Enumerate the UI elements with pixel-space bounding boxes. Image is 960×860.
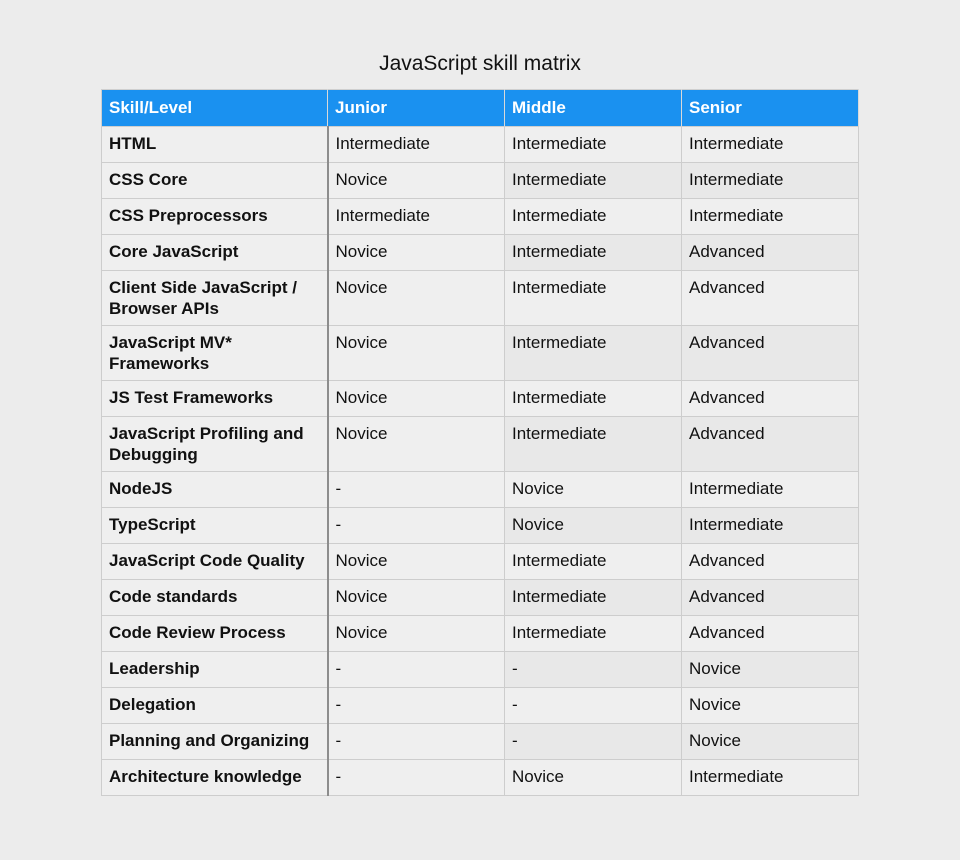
skill-name-cell: Client Side JavaScript / Browser APIs bbox=[102, 271, 328, 326]
level-cell-middle: Intermediate bbox=[505, 199, 682, 235]
level-cell-junior: - bbox=[328, 760, 505, 796]
level-cell-middle: Novice bbox=[505, 472, 682, 508]
level-cell-middle: Intermediate bbox=[505, 381, 682, 417]
level-cell-senior: Advanced bbox=[682, 271, 859, 326]
level-cell-junior: Novice bbox=[328, 544, 505, 580]
table-row bbox=[102, 326, 859, 381]
table-row bbox=[102, 271, 859, 326]
skill-matrix-table bbox=[101, 89, 859, 796]
level-cell-junior: Novice bbox=[328, 163, 505, 199]
level-cell-middle: Intermediate bbox=[505, 417, 682, 472]
level-cell-senior: Advanced bbox=[682, 544, 859, 580]
level-cell-middle: - bbox=[505, 652, 682, 688]
skill-name-cell: JS Test Frameworks bbox=[102, 381, 328, 417]
page-title: JavaScript skill matrix bbox=[379, 52, 581, 75]
level-cell-junior: Novice bbox=[328, 381, 505, 417]
table-row bbox=[102, 235, 859, 271]
table-row bbox=[102, 417, 859, 472]
skill-name-cell: Delegation bbox=[102, 688, 328, 724]
level-cell-senior: Intermediate bbox=[682, 163, 859, 199]
level-cell-middle: Intermediate bbox=[505, 544, 682, 580]
table-row bbox=[102, 199, 859, 235]
level-cell-junior: Novice bbox=[328, 616, 505, 652]
level-cell-middle: Intermediate bbox=[505, 163, 682, 199]
skill-name-cell: CSS Core bbox=[102, 163, 328, 199]
level-cell-junior: Novice bbox=[328, 235, 505, 271]
level-cell-senior: Advanced bbox=[682, 417, 859, 472]
table-row bbox=[102, 616, 859, 652]
skill-name-cell: JavaScript Profiling and Debugging bbox=[102, 417, 328, 472]
skill-name-cell: TypeScript bbox=[102, 508, 328, 544]
skill-name-cell: Code Review Process bbox=[102, 616, 328, 652]
level-cell-senior: Novice bbox=[682, 724, 859, 760]
skill-name-cell: HTML bbox=[102, 127, 328, 163]
table-row bbox=[102, 724, 859, 760]
level-cell-middle: Intermediate bbox=[505, 235, 682, 271]
column-header-middle: Middle bbox=[505, 90, 682, 127]
skill-name-cell: Architecture knowledge bbox=[102, 760, 328, 796]
table-row bbox=[102, 163, 859, 199]
level-cell-junior: Novice bbox=[328, 326, 505, 381]
level-cell-junior: Intermediate bbox=[328, 199, 505, 235]
level-cell-senior: Novice bbox=[682, 652, 859, 688]
level-cell-senior: Novice bbox=[682, 688, 859, 724]
level-cell-junior: Novice bbox=[328, 580, 505, 616]
table-row bbox=[102, 652, 859, 688]
table-row bbox=[102, 544, 859, 580]
level-cell-middle: Intermediate bbox=[505, 127, 682, 163]
level-cell-middle: Intermediate bbox=[505, 580, 682, 616]
level-cell-senior: Intermediate bbox=[682, 508, 859, 544]
level-cell-junior: - bbox=[328, 688, 505, 724]
level-cell-junior: Intermediate bbox=[328, 127, 505, 163]
level-cell-senior: Intermediate bbox=[682, 472, 859, 508]
skill-name-cell: Planning and Organizing bbox=[102, 724, 328, 760]
column-header-skill-level: Skill/Level bbox=[102, 90, 328, 127]
column-header-senior: Senior bbox=[682, 90, 859, 127]
level-cell-senior: Advanced bbox=[682, 616, 859, 652]
table-row bbox=[102, 472, 859, 508]
table-row bbox=[102, 760, 859, 796]
level-cell-senior: Intermediate bbox=[682, 127, 859, 163]
skill-name-cell: JavaScript MV* Frameworks bbox=[102, 326, 328, 381]
skill-name-cell: NodeJS bbox=[102, 472, 328, 508]
table-row bbox=[102, 580, 859, 616]
level-cell-junior: - bbox=[328, 652, 505, 688]
level-cell-middle: Novice bbox=[505, 760, 682, 796]
table-row bbox=[102, 508, 859, 544]
level-cell-junior: - bbox=[328, 724, 505, 760]
table-row bbox=[102, 688, 859, 724]
table-header-row bbox=[102, 90, 859, 127]
level-cell-middle: Intermediate bbox=[505, 271, 682, 326]
level-cell-senior: Intermediate bbox=[682, 760, 859, 796]
level-cell-junior: Novice bbox=[328, 417, 505, 472]
skill-name-cell: Core JavaScript bbox=[102, 235, 328, 271]
table-row bbox=[102, 381, 859, 417]
skill-name-cell: JavaScript Code Quality bbox=[102, 544, 328, 580]
level-cell-senior: Intermediate bbox=[682, 199, 859, 235]
level-cell-middle: Novice bbox=[505, 508, 682, 544]
level-cell-senior: Advanced bbox=[682, 381, 859, 417]
skill-name-cell: CSS Preprocessors bbox=[102, 199, 328, 235]
skill-name-cell: Code standards bbox=[102, 580, 328, 616]
level-cell-junior: Novice bbox=[328, 271, 505, 326]
level-cell-middle: - bbox=[505, 688, 682, 724]
column-header-junior: Junior bbox=[328, 90, 505, 127]
table-row bbox=[102, 127, 859, 163]
level-cell-junior: - bbox=[328, 508, 505, 544]
level-cell-middle: - bbox=[505, 724, 682, 760]
level-cell-senior: Advanced bbox=[682, 580, 859, 616]
table-body bbox=[102, 127, 859, 796]
level-cell-senior: Advanced bbox=[682, 235, 859, 271]
level-cell-junior: - bbox=[328, 472, 505, 508]
level-cell-middle: Intermediate bbox=[505, 616, 682, 652]
level-cell-middle: Intermediate bbox=[505, 326, 682, 381]
skill-name-cell: Leadership bbox=[102, 652, 328, 688]
level-cell-senior: Advanced bbox=[682, 326, 859, 381]
